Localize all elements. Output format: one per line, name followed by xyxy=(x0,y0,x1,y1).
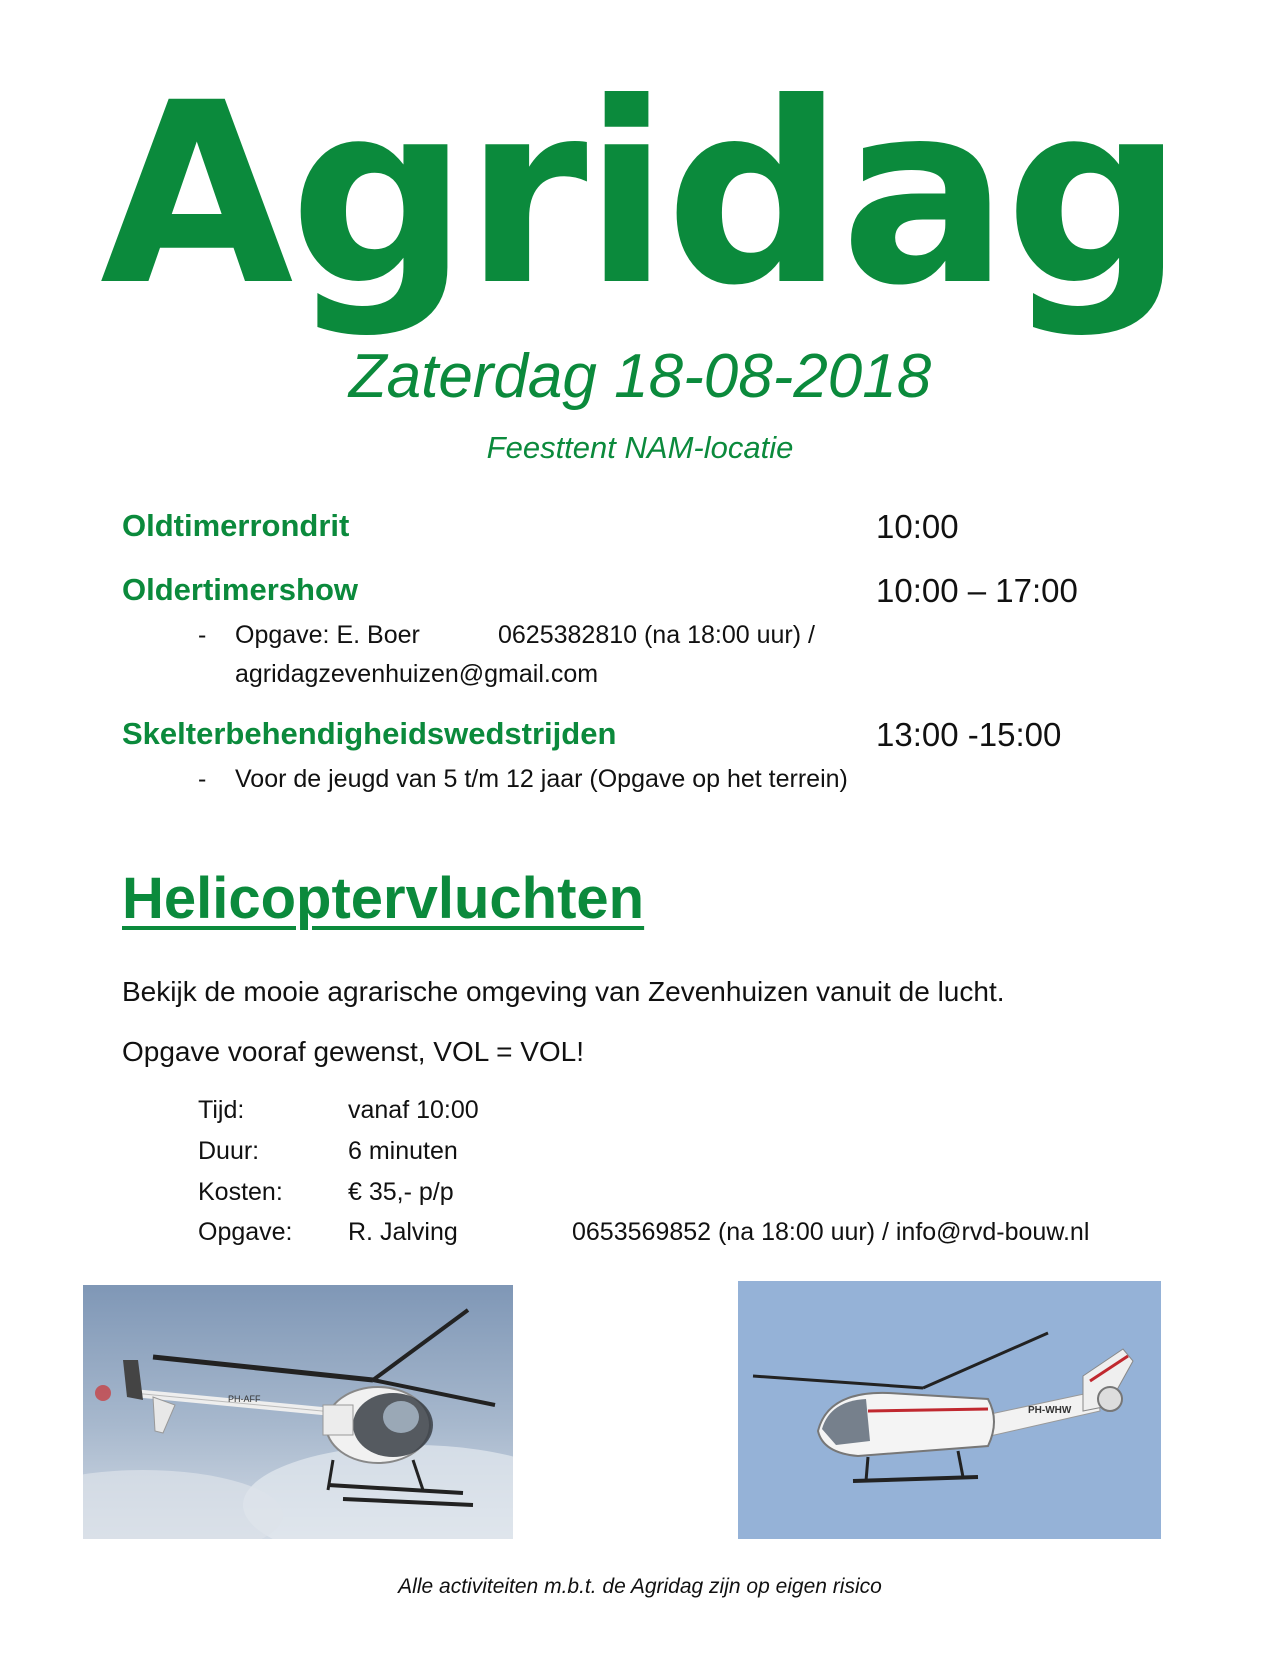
helicopter-photo-left xyxy=(83,1285,513,1539)
bullet-dash: - xyxy=(198,765,207,793)
helicopter-intro: Bekijk de mooie agrarische omgeving van Zevenhuizen vanuit de lucht. xyxy=(122,976,1005,1007)
bullet-dash: - xyxy=(198,621,207,649)
oldertimershow-phone: 0625382810 (na 18:00 uur) / xyxy=(498,621,815,649)
activity-time-oldertimershow: 10:00 – 17:00 xyxy=(876,572,1078,609)
detail-label-duur: Duur: xyxy=(198,1137,260,1165)
opgave-contact: 0653569852 (na 18:00 uur) / info@rvd-bouw.nl xyxy=(572,1218,1090,1246)
helicopter-note: Opgave vooraf gewenst, VOL = VOL! xyxy=(122,1036,584,1067)
oldertimershow-email: agridagzevenhuizen@gmail.com xyxy=(235,660,599,688)
activity-time-skelter: 13:00 -15:00 xyxy=(876,716,1062,753)
helicopter-heading: Helicoptervluchten xyxy=(122,866,645,931)
activity-skelter: Skelterbehendigheidswedstrijden xyxy=(122,716,617,751)
activity-time-oldtimerrondrit: 10:00 xyxy=(876,508,959,545)
detail-label-kosten: Kosten: xyxy=(198,1178,283,1206)
skelter-detail: Voor de jeugd van 5 t/m 12 jaar (Opgave op het terrein) xyxy=(235,765,848,793)
disclaimer-footer: Alle activiteiten m.b.t. de Agridag zijn op eigen risico xyxy=(398,1575,882,1598)
detail-value-duur: 6 minuten xyxy=(348,1137,458,1165)
registration-left: PH-AFF xyxy=(228,1394,261,1404)
detail-value-opgave: R. Jalving xyxy=(348,1218,458,1246)
detail-value-kosten: € 35,- p/p xyxy=(348,1178,454,1206)
activity-oldtimerrondrit: Oldtimerrondrit xyxy=(122,508,350,543)
detail-value-tijd: vanaf 10:00 xyxy=(348,1096,479,1124)
detail-label-opgave: Opgave: xyxy=(198,1218,293,1246)
event-venue: Feesttent NAM-locatie xyxy=(486,430,794,465)
activity-oldertimershow: Oldertimershow xyxy=(122,572,358,607)
registration-right: PH-WHW xyxy=(1028,1405,1072,1416)
oldertimershow-signup: Opgave: E. Boer xyxy=(235,621,420,649)
event-date: Zaterdag 18-08-2018 xyxy=(348,342,932,411)
detail-label-tijd: Tijd: xyxy=(198,1096,245,1124)
helicopter-photo-right xyxy=(738,1281,1161,1539)
poster-title: Agridag xyxy=(99,49,1181,340)
